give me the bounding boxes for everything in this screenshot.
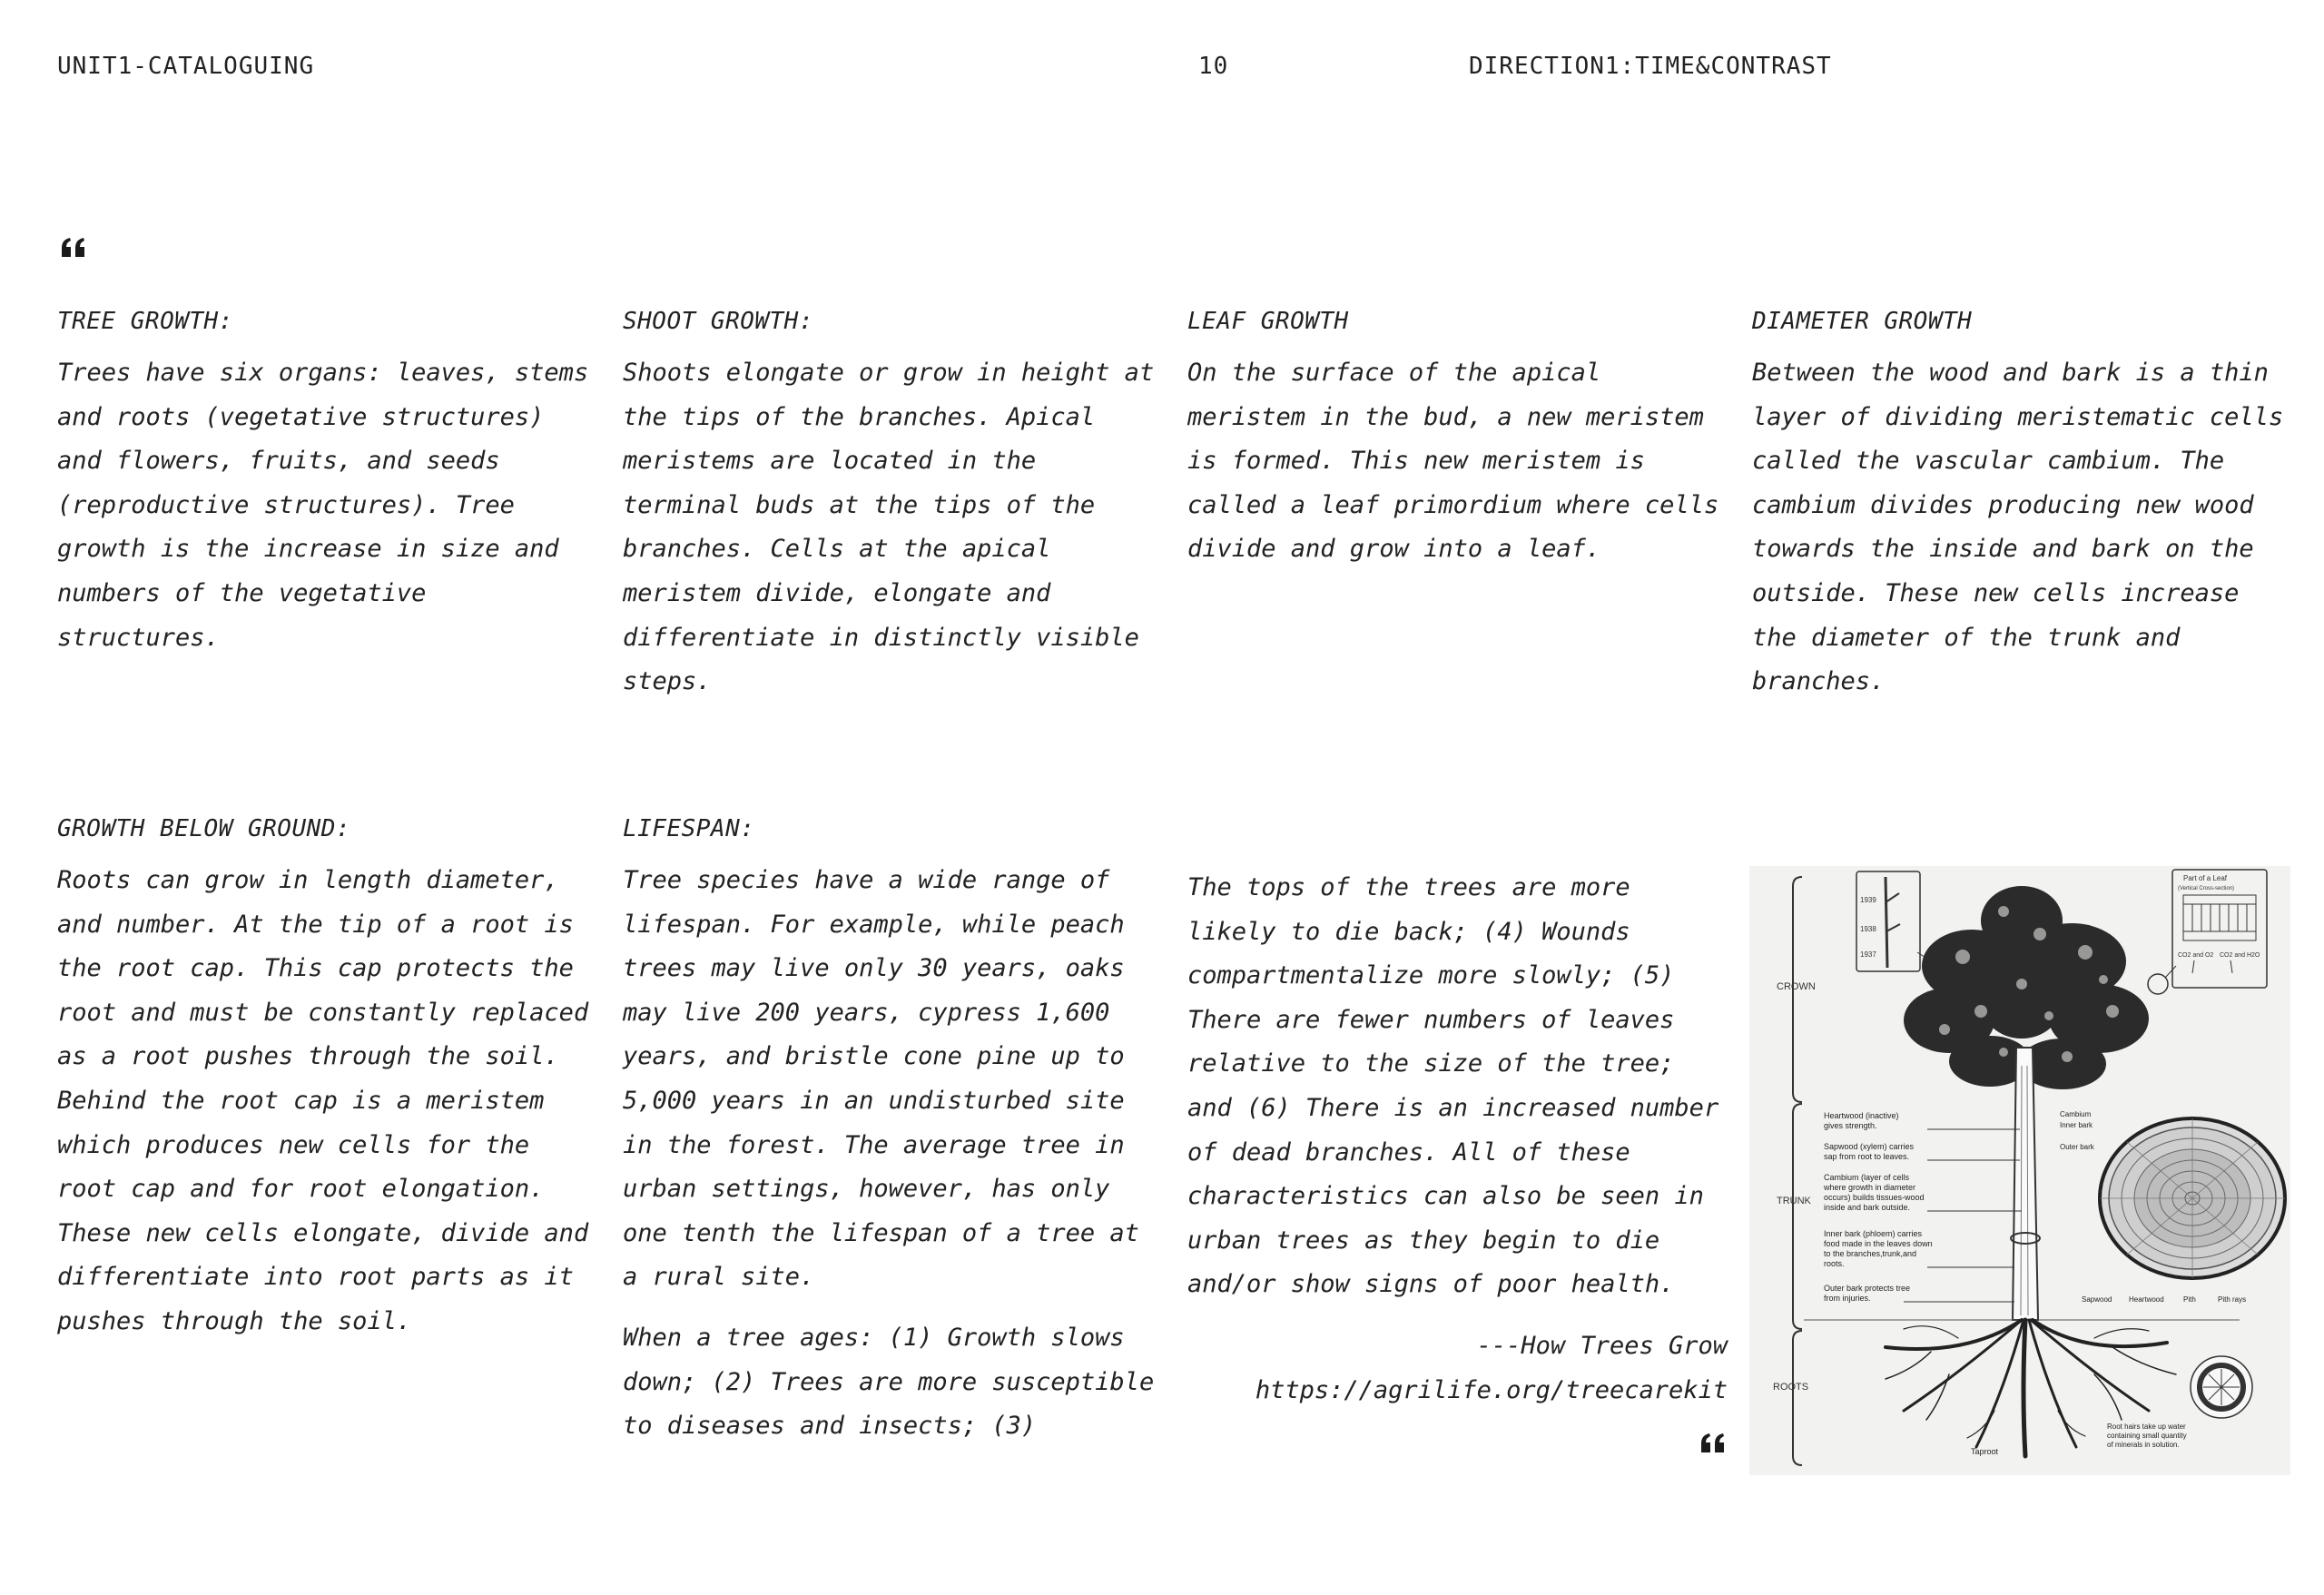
leaf-inset-subtitle: (Vertical Cross-section) [2178, 886, 2235, 891]
year-label: 1939 [1860, 896, 1876, 904]
inner-bark-label: Inner bark (phloem) carries food made in the leaves down to the branches,trunk,and roots. [1824, 1229, 1933, 1268]
crown-label: CROWN [1777, 981, 1816, 992]
section-body: Shoots elongate or grow in height at the tips of the branches. Apical meristems are located in the terminal buds at the tips of the branches. Cells at the apical meristem divide, elongate and differentiate in distinctly visible steps. [623, 359, 1155, 696]
root-hair-note: Root hairs take up water containing small quantity of minerals in solution. [2107, 1423, 2187, 1449]
section-body: Tree species have a wide range of lifespan. For example, while peach trees may live only 30 years, oaks may live 200 years, cypress 1,600 years, and bristle cone pine up to 5,000 years in an undisturbed site in the forest. The average tree in urban settings, however, has only one tenth the lifespan of a tree at a rural site. [623, 866, 1139, 1292]
outer-bark-label: Outer bark protects tree from injuries. [1824, 1284, 1911, 1303]
cambium-side-label: Cambium [2060, 1110, 2092, 1118]
roots-label: ROOTS [1773, 1382, 1809, 1393]
section-title: GROWTH BELOW GROUND: [57, 815, 351, 842]
section-diameter-growth [1752, 308, 2292, 704]
sapwood-label: Sapwood (xylem) carries sap from root to leaves. [1824, 1142, 1915, 1161]
section-aging-continued [1187, 866, 1728, 1413]
ring-label-pith: Pith [2183, 1295, 2196, 1304]
ring-label-heartwood: Heartwood [2129, 1295, 2164, 1304]
tree-anatomy-illustration [1749, 866, 2290, 1475]
cambium-label: Cambium (layer of cells where growth in diameter occurs) builds tissues-wood inside and bark outside. [1824, 1173, 1925, 1212]
section-body: Roots can grow in length diameter, and number. At the tip of a root is the root cap. This cap protects the root and must be constantly replaced as a root pushes through the soil. Behind the root cap is a meristem which produces new cells for the root cap and for root elongation. These new cells elongate, divide and differentiate into root parts as it pushes through the soil. [57, 866, 589, 1335]
section-tree-growth [57, 308, 597, 660]
section-body: On the surface of the apical meristem in the bud, a new meristem is formed. This new meristem is called a leaf primordium where cells divide and grow into a leaf. [1187, 359, 1719, 564]
section-body-aging: When a tree ages: (1) Growth slows down; (2) Trees are more susceptible to diseases and insects; (3) [623, 1323, 1155, 1441]
unit-label: UNIT1-CATALOGUING [57, 53, 315, 80]
taproot-label: Taproot [1971, 1447, 1999, 1456]
year-label: 1938 [1860, 925, 1876, 933]
section-body: Between the wood and bark is a thin layer of dividing meristematic cells called the vascular cambium. The cambium divides producing new wood towards the inside and bark on the outside. These new cells increase the diameter of the trunk and branches. [1752, 359, 2284, 696]
outer-bark-side-label: Outer bark [2060, 1143, 2094, 1151]
trunk-label: TRUNK [1777, 1196, 1811, 1206]
section-growth-below-ground [57, 815, 597, 1344]
section-title: DIAMETER GROWTH [1752, 308, 1973, 335]
leaf-inset-title: Part of a Leaf [2183, 874, 2228, 882]
section-body: Trees have six organs: leaves, stems and roots (vegetative structures) and flowers, fruits, and seeds (reproductive structures). Tree growth is the increase in size and numbers of the vegetative structures. [57, 359, 589, 652]
section-title: TREE GROWTH: [57, 308, 233, 335]
close-quote-icon [1699, 1433, 1727, 1454]
section-body: The tops of the trees are more likely to die back; (4) Wounds compartmentalize more slowly; (5) There are fewer numbers of leaves relative to the size of the tree; and (6) There is an increased number of dead branches. All of these characteristics can also be seen in urban trees as they begin to die and/or show signs of poor health. [1187, 873, 1719, 1299]
year-label: 1937 [1860, 950, 1876, 959]
page-number: 10 [1198, 53, 1229, 80]
section-title: LIFESPAN: [623, 815, 755, 842]
open-quote-icon [60, 237, 87, 259]
leaf-gas-label: CO2 and O2 [2178, 952, 2214, 959]
section-leaf-growth [1187, 308, 1728, 572]
heartwood-label: Heartwood (inactive) gives strength. [1824, 1111, 1899, 1130]
ring-label-sapwood: Sapwood [2082, 1295, 2112, 1304]
leaf-gas-label: CO2 and H2O [2220, 952, 2260, 959]
section-title: LEAF GROWTH [1187, 308, 1349, 335]
inner-bark-side-label: Inner bark [2060, 1121, 2093, 1129]
section-lifespan [623, 815, 1163, 1449]
source-url: https://agrilife.org/treecarekit [1255, 1375, 1728, 1404]
source-title: ---How Trees Grow [1476, 1331, 1728, 1360]
direction-label: DIRECTION1:TIME&CONTRAST [1469, 53, 1832, 80]
ring-label-pith-rays: Pith rays [2218, 1295, 2247, 1304]
section-title: SHOOT GROWTH: [623, 308, 813, 335]
section-shoot-growth [623, 308, 1163, 704]
